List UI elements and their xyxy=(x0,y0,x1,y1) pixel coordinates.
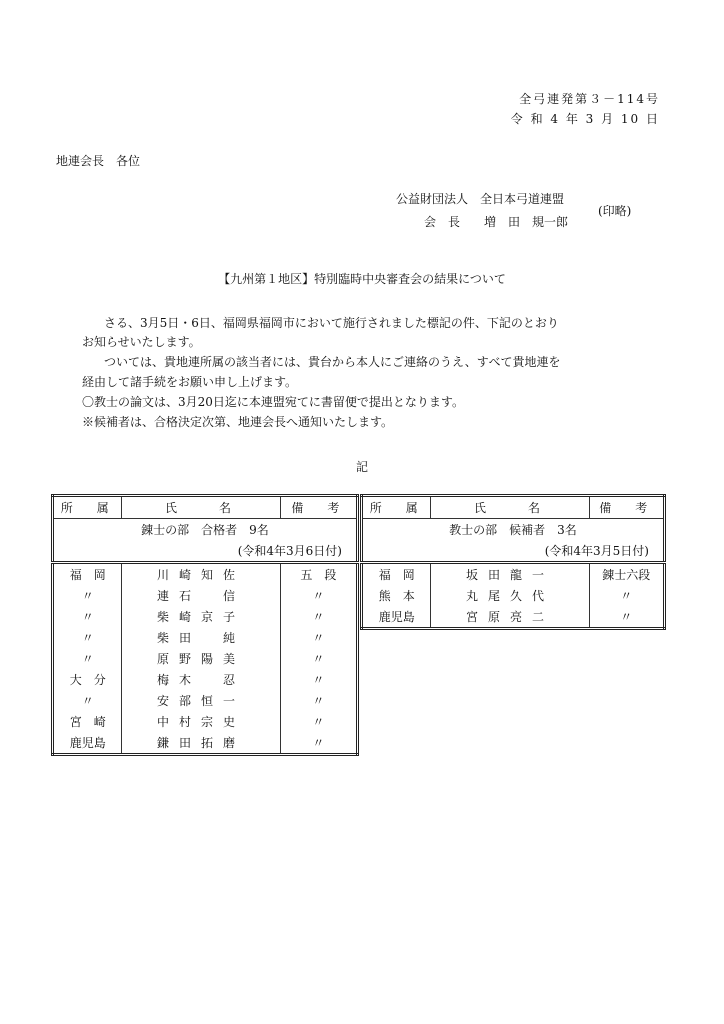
affiliation: 福 岡 xyxy=(53,563,122,586)
remarks: 〃 xyxy=(280,711,357,732)
header-affiliation: 所 属 xyxy=(53,496,122,519)
person-name: 宮原亮二 xyxy=(431,606,589,629)
person-name: 連石 信 xyxy=(122,585,280,606)
recipient: 地連会長 各位 xyxy=(56,154,141,168)
remarks: 〃 xyxy=(589,606,664,629)
person-name: 原野陽美 xyxy=(122,648,280,669)
affiliation: 〃 xyxy=(53,627,122,648)
remarks: 五 段 xyxy=(280,563,357,586)
table-row xyxy=(53,585,358,606)
table-row xyxy=(53,563,358,586)
remarks: 〃 xyxy=(280,690,357,711)
header-remarks: 備 考 xyxy=(589,496,664,519)
affiliation: 福 岡 xyxy=(362,563,431,586)
person-name: 中村宗史 xyxy=(122,711,280,732)
table-row xyxy=(53,648,358,669)
section-date: (令和4年3月6日付) xyxy=(53,540,358,563)
person-name: 鎌田拓磨 xyxy=(122,732,280,755)
seal-note: (印略) xyxy=(598,204,632,218)
table-row xyxy=(362,606,665,629)
table-header-row xyxy=(362,496,665,519)
section-date: (令和4年3月5日付) xyxy=(362,540,665,563)
affiliation: 〃 xyxy=(53,606,122,627)
remarks: 〃 xyxy=(280,732,357,755)
section-title: 教士の部 候補者 3名 xyxy=(362,519,665,541)
remarks: 錬士六段 xyxy=(589,563,664,586)
sender-name: 会 長 増 田 規一郎 xyxy=(424,215,569,229)
body-line: ついては、貴地連所属の該当者には、貴台から本人にご連絡のうえ、すべて貴地連を xyxy=(104,355,561,369)
remarks: 〃 xyxy=(280,669,357,690)
remarks: 〃 xyxy=(280,606,357,627)
remarks: 〃 xyxy=(280,627,357,648)
sender-organization: 公益財団法人 全日本弓道連盟 xyxy=(396,192,565,206)
remarks: 〃 xyxy=(280,648,357,669)
header-affiliation: 所 属 xyxy=(362,496,431,519)
remarks: 〃 xyxy=(280,585,357,606)
affiliation: 鹿児島 xyxy=(362,606,431,629)
body-line: さる、3月5日・6日、福岡県福岡市において施行されました標記の件、下記のとおり xyxy=(104,316,559,330)
person-name: 柴田 純 xyxy=(122,627,280,648)
body-line: 経由して諸手続をお願い申し上げます。 xyxy=(82,375,298,389)
person-name: 坂田龍一 xyxy=(431,563,589,586)
ki-heading: 記 xyxy=(355,460,368,474)
table-row xyxy=(53,606,358,627)
document-number: 全弓連発第３－114号 xyxy=(519,92,660,106)
table-header-row xyxy=(53,496,358,519)
document-title: 【九州第１地区】特別臨時中央審査会の結果について xyxy=(218,272,506,286)
header-name: 氏 名 xyxy=(431,496,589,519)
section-title: 錬士の部 合格者 9名 xyxy=(53,519,358,541)
affiliation: 〃 xyxy=(53,690,122,711)
affiliation: 宮 崎 xyxy=(53,711,122,732)
affiliation: 〃 xyxy=(53,585,122,606)
renshi-results-table xyxy=(51,494,359,756)
person-name: 柴崎京子 xyxy=(122,606,280,627)
table-row xyxy=(53,669,358,690)
person-name: 安部恒一 xyxy=(122,690,280,711)
body-line: お知らせいたします。 xyxy=(82,335,201,349)
affiliation: 鹿児島 xyxy=(53,732,122,755)
person-name: 梅木 忍 xyxy=(122,669,280,690)
remarks: 〃 xyxy=(589,585,664,606)
affiliation: 大 分 xyxy=(53,669,122,690)
table-row xyxy=(362,585,665,606)
header-name: 氏 名 xyxy=(122,496,280,519)
person-name: 川崎知佐 xyxy=(122,563,280,586)
affiliation: 熊 本 xyxy=(362,585,431,606)
body-line: ※候補者は、合格決定次第、地連会長へ通知いたします。 xyxy=(82,415,394,429)
table-row xyxy=(53,627,358,648)
body-line: 〇教士の論文は、3月20日迄に本連盟宛てに書留便で提出となります。 xyxy=(82,395,464,409)
table-row xyxy=(53,690,358,711)
table-row xyxy=(362,563,665,586)
kyoshi-candidates-table xyxy=(360,494,666,630)
affiliation: 〃 xyxy=(53,648,122,669)
person-name: 丸尾久代 xyxy=(431,585,589,606)
table-row xyxy=(53,732,358,755)
document-date: 令 和 4 年 3 月 10 日 xyxy=(510,112,660,126)
header-remarks: 備 考 xyxy=(280,496,357,519)
table-row xyxy=(53,711,358,732)
